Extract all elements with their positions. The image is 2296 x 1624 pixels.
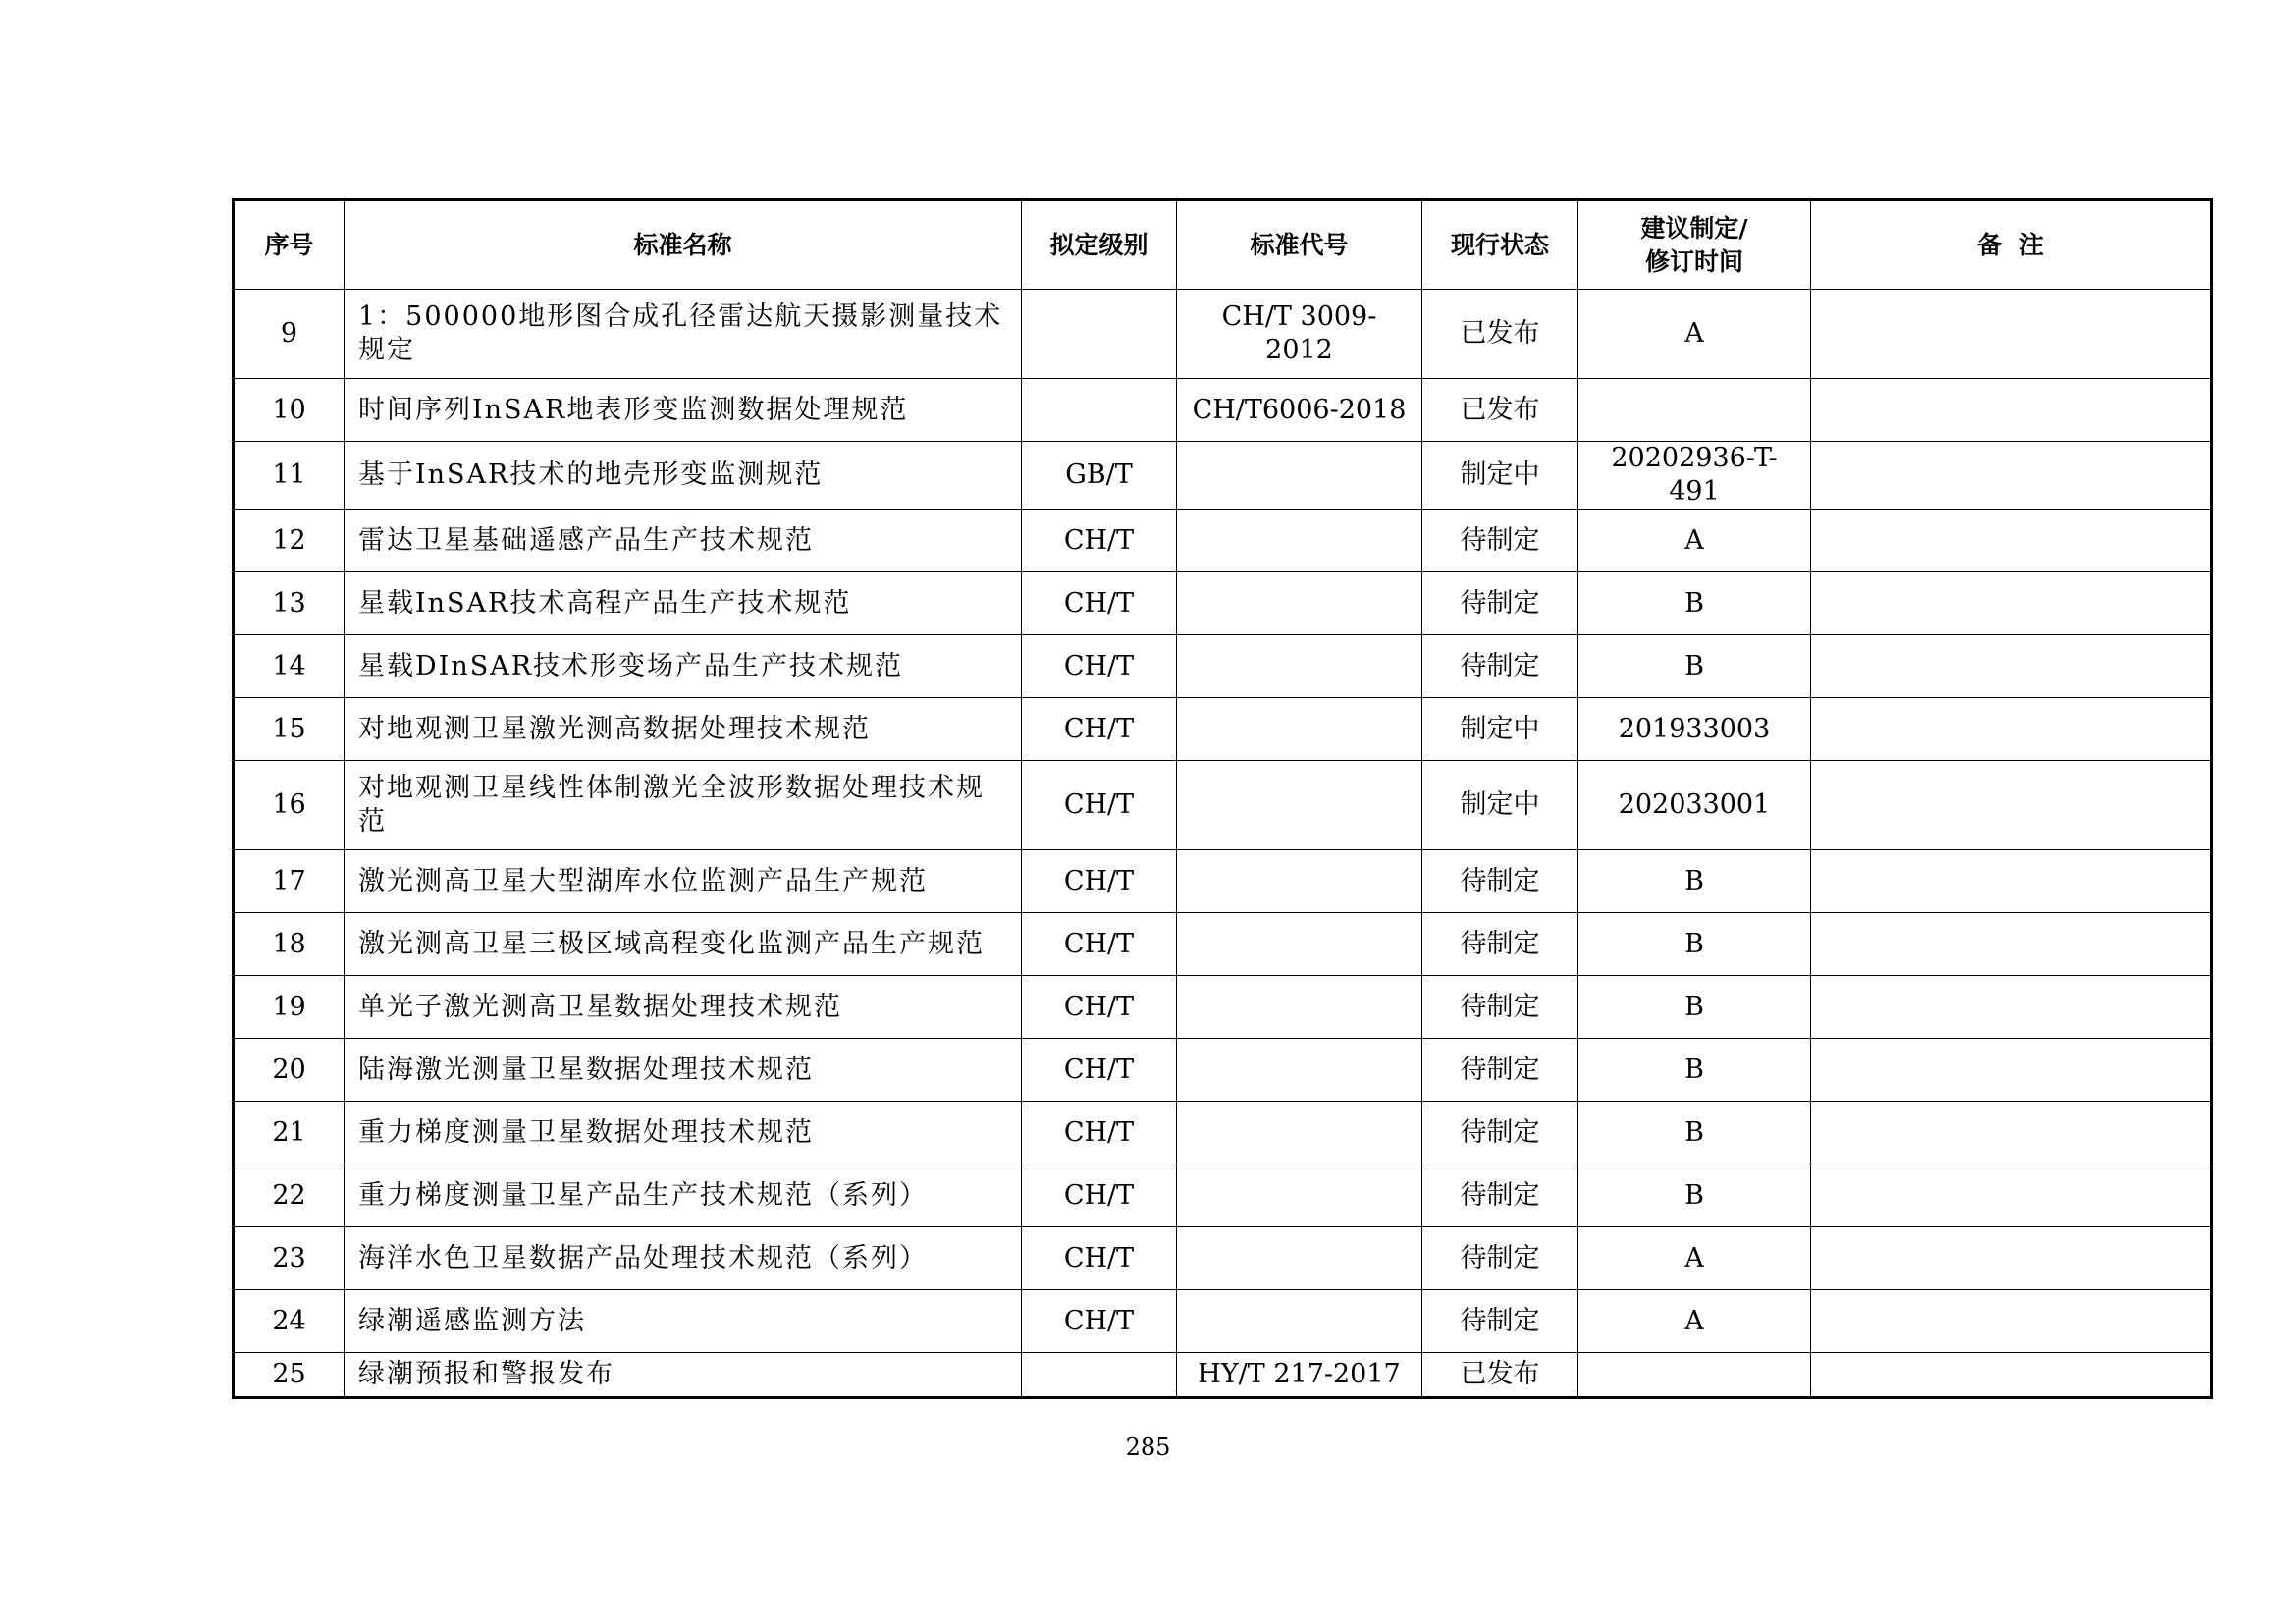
cell-code: HY/T 217-2017 [1177, 1353, 1422, 1398]
cell-time: B [1578, 913, 1811, 976]
col-header-code: 标准代号 [1177, 200, 1422, 290]
cell-time: 202033001 [1578, 761, 1811, 850]
cell-level [1022, 290, 1177, 379]
cell-seq: 10 [234, 379, 345, 442]
cell-remark [1811, 698, 2212, 761]
cell-remark [1811, 1353, 2212, 1398]
cell-time [1578, 1353, 1811, 1398]
table-row [234, 1353, 2212, 1398]
cell-status: 待制定 [1422, 1290, 1578, 1353]
cell-seq: 19 [234, 976, 345, 1039]
cell-code [1177, 850, 1422, 913]
col-header-time-line1: 建议制定/ [1640, 213, 1748, 243]
col-header-seq: 序号 [234, 200, 345, 290]
table-row [234, 1102, 2212, 1164]
cell-code [1177, 1039, 1422, 1102]
cell-level [1022, 1353, 1177, 1398]
cell-time: B [1578, 1164, 1811, 1227]
cell-name: 陆海激光测量卫星数据处理技术规范 [345, 1039, 1022, 1102]
cell-level: CH/T [1022, 510, 1177, 572]
cell-remark [1811, 761, 2212, 850]
cell-status: 制定中 [1422, 698, 1578, 761]
cell-level: CH/T [1022, 913, 1177, 976]
cell-time: A [1578, 1290, 1811, 1353]
cell-name: 激光测高卫星大型湖库水位监测产品生产规范 [345, 850, 1022, 913]
cell-seq: 16 [234, 761, 345, 850]
cell-remark [1811, 572, 2212, 635]
cell-time: B [1578, 1102, 1811, 1164]
table-row [234, 572, 2212, 635]
cell-remark [1811, 1290, 2212, 1353]
cell-status: 制定中 [1422, 761, 1578, 850]
cell-name: 对地观测卫星线性体制激光全波形数据处理技术规范 [345, 761, 1022, 850]
cell-seq: 12 [234, 510, 345, 572]
cell-time: 201933003 [1578, 698, 1811, 761]
cell-time: A [1578, 1227, 1811, 1290]
cell-status: 待制定 [1422, 1102, 1578, 1164]
cell-level: CH/T [1022, 1102, 1177, 1164]
cell-seq: 9 [234, 290, 345, 379]
cell-seq: 20 [234, 1039, 345, 1102]
cell-remark [1811, 1227, 2212, 1290]
cell-time: 20202936-T-491 [1578, 442, 1811, 510]
cell-time: B [1578, 976, 1811, 1039]
col-header-remark: 备 注 [1811, 200, 2212, 290]
cell-name: 单光子激光测高卫星数据处理技术规范 [345, 976, 1022, 1039]
cell-time: A [1578, 510, 1811, 572]
cell-code [1177, 698, 1422, 761]
table-row [234, 1227, 2212, 1290]
cell-status: 待制定 [1422, 572, 1578, 635]
table-row [234, 913, 2212, 976]
cell-code [1177, 572, 1422, 635]
standards-table [232, 198, 2213, 1399]
cell-status: 待制定 [1422, 635, 1578, 698]
cell-name: 1：500000地形图合成孔径雷达航天摄影测量技术规定 [345, 290, 1022, 379]
cell-seq: 24 [234, 1290, 345, 1353]
cell-name: 星载DInSAR技术形变场产品生产技术规范 [345, 635, 1022, 698]
cell-level: CH/T [1022, 1039, 1177, 1102]
col-header-level: 拟定级别 [1022, 200, 1177, 290]
cell-name: 激光测高卫星三极区域高程变化监测产品生产规范 [345, 913, 1022, 976]
cell-seq: 23 [234, 1227, 345, 1290]
cell-time [1578, 379, 1811, 442]
cell-time: B [1578, 850, 1811, 913]
cell-status: 待制定 [1422, 510, 1578, 572]
cell-status: 已发布 [1422, 379, 1578, 442]
cell-code [1177, 1164, 1422, 1227]
cell-level: CH/T [1022, 976, 1177, 1039]
cell-seq: 13 [234, 572, 345, 635]
cell-level [1022, 379, 1177, 442]
cell-status: 待制定 [1422, 1039, 1578, 1102]
cell-level: CH/T [1022, 572, 1177, 635]
cell-remark [1811, 290, 2212, 379]
col-header-status: 现行状态 [1422, 200, 1578, 290]
table-row [234, 761, 2212, 850]
cell-remark [1811, 976, 2212, 1039]
col-header-name: 标准名称 [345, 200, 1022, 290]
cell-status: 待制定 [1422, 1227, 1578, 1290]
table-row [234, 290, 2212, 379]
cell-remark [1811, 379, 2212, 442]
cell-status: 待制定 [1422, 1164, 1578, 1227]
table-row [234, 442, 2212, 510]
table-row [234, 379, 2212, 442]
cell-status: 待制定 [1422, 850, 1578, 913]
table-row [234, 1039, 2212, 1102]
header-row [234, 200, 2212, 290]
cell-remark [1811, 442, 2212, 510]
cell-status: 待制定 [1422, 976, 1578, 1039]
cell-level: CH/T [1022, 1227, 1177, 1290]
cell-code [1177, 976, 1422, 1039]
cell-time: A [1578, 290, 1811, 379]
cell-name: 海洋水色卫星数据产品处理技术规范（系列） [345, 1227, 1022, 1290]
cell-status: 制定中 [1422, 442, 1578, 510]
cell-code [1177, 442, 1422, 510]
cell-time: B [1578, 635, 1811, 698]
cell-remark [1811, 510, 2212, 572]
cell-seq: 21 [234, 1102, 345, 1164]
page-number: 285 [1125, 1434, 1171, 1461]
cell-remark [1811, 635, 2212, 698]
cell-seq: 14 [234, 635, 345, 698]
table-row [234, 698, 2212, 761]
cell-code [1177, 510, 1422, 572]
cell-seq: 15 [234, 698, 345, 761]
cell-seq: 22 [234, 1164, 345, 1227]
cell-name: 基于InSAR技术的地壳形变监测规范 [345, 442, 1022, 510]
cell-status: 待制定 [1422, 913, 1578, 976]
cell-name: 绿潮遥感监测方法 [345, 1290, 1022, 1353]
cell-name: 时间序列InSAR地表形变监测数据处理规范 [345, 379, 1022, 442]
cell-time: B [1578, 1039, 1811, 1102]
cell-time: B [1578, 572, 1811, 635]
cell-name: 星载InSAR技术高程产品生产技术规范 [345, 572, 1022, 635]
cell-seq: 17 [234, 850, 345, 913]
cell-level: CH/T [1022, 850, 1177, 913]
col-header-time [1578, 200, 1811, 290]
cell-status: 已发布 [1422, 1353, 1578, 1398]
cell-remark [1811, 1164, 2212, 1227]
table-row [234, 976, 2212, 1039]
cell-code [1177, 913, 1422, 976]
cell-name: 重力梯度测量卫星数据处理技术规范 [345, 1102, 1022, 1164]
cell-level: CH/T [1022, 698, 1177, 761]
cell-seq: 11 [234, 442, 345, 510]
cell-code [1177, 1102, 1422, 1164]
cell-code: CH/T 3009-2012 [1177, 290, 1422, 379]
cell-seq: 25 [234, 1353, 345, 1398]
cell-level: CH/T [1022, 1290, 1177, 1353]
cell-name: 对地观测卫星激光测高数据处理技术规范 [345, 698, 1022, 761]
cell-remark [1811, 1039, 2212, 1102]
cell-remark [1811, 850, 2212, 913]
cell-level: CH/T [1022, 635, 1177, 698]
cell-code [1177, 761, 1422, 850]
cell-level: CH/T [1022, 1164, 1177, 1227]
table-row [234, 1290, 2212, 1353]
col-header-time-line2: 修订时间 [1644, 246, 1743, 276]
table-row [234, 635, 2212, 698]
cell-remark [1811, 913, 2212, 976]
cell-level: CH/T [1022, 761, 1177, 850]
cell-code [1177, 1227, 1422, 1290]
table-row [234, 1164, 2212, 1227]
cell-code [1177, 635, 1422, 698]
cell-seq: 18 [234, 913, 345, 976]
table-row [234, 510, 2212, 572]
cell-name: 重力梯度测量卫星产品生产技术规范（系列） [345, 1164, 1022, 1227]
cell-name: 雷达卫星基础遥感产品生产技术规范 [345, 510, 1022, 572]
table-row [234, 850, 2212, 913]
cell-name: 绿潮预报和警报发布 [345, 1353, 1022, 1398]
cell-code: CH/T6006-2018 [1177, 379, 1422, 442]
cell-status: 已发布 [1422, 290, 1578, 379]
cell-remark [1811, 1102, 2212, 1164]
cell-code [1177, 1290, 1422, 1353]
cell-level: GB/T [1022, 442, 1177, 510]
